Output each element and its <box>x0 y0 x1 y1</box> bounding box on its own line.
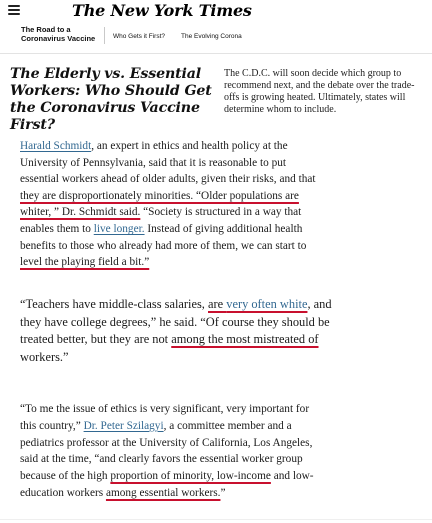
p1-line-2: University of Pennsylvania, said that it is reasonable to put <box>20 156 287 169</box>
p1-text: , an expert in ethics and health policy at the <box>91 140 288 152</box>
top-bar <box>0 0 432 22</box>
p3-text: education workers <box>20 486 106 499</box>
very-often-white-link[interactable]: very often white <box>226 297 308 311</box>
underlined-text: they are disproportionately minorities. <box>20 189 197 202</box>
masthead-logo[interactable]: The New York Times <box>72 1 252 20</box>
p2-line-4: workers.” <box>20 349 69 364</box>
paragraph-1 <box>20 138 420 271</box>
section-title[interactable]: The Road to a Coronavirus Vaccine <box>21 25 96 43</box>
article-summary: The C.D.C. will soon decide which group to recommend next, and the debate over the trade-offs is growing heated. Ultimately, states will determine whom to include. <box>224 68 415 115</box>
section-nav <box>0 23 432 53</box>
p2-line-2: they have college degrees,” he said. “Of course they should be <box>20 314 330 329</box>
underlined-text: level the playing field a bit.” <box>20 256 150 269</box>
harald-schmidt-link[interactable]: Harald Schmidt <box>20 140 92 152</box>
nav-separator <box>104 27 105 44</box>
p2-text: , and <box>307 297 332 311</box>
paragraph-3 <box>20 401 420 502</box>
p1-text: “Society is structured in a way that <box>140 206 302 219</box>
p1-text: enables them to <box>20 222 94 235</box>
p2-line-1 <box>20 296 420 314</box>
live-longer-link[interactable]: live longer. <box>93 222 145 235</box>
underlined-text: proportion of minority, low-income <box>110 470 271 483</box>
p3-text: , a committee member and a <box>163 419 292 432</box>
p1-line-6 <box>20 221 420 238</box>
p2-text: “Teachers have middle-class salaries, <box>20 297 209 311</box>
hamburger-menu-icon[interactable] <box>8 4 20 16</box>
underlined-text: are <box>208 297 227 311</box>
p3-text: ” <box>220 486 226 499</box>
p1-line-1 <box>20 138 420 155</box>
p1-line-5 <box>20 204 420 221</box>
p1-text: Instead of giving additional health <box>144 222 303 235</box>
p3-line-4: said at the time, “and clearly favors the essential worker group <box>20 453 303 466</box>
p3-text: because of the high <box>20 470 111 483</box>
article-headline: The Elderly vs. Essential Workers: Who Should Get the Coronavirus Vaccine First? <box>10 66 212 133</box>
p1-line-7: benefits to those who already had more of them, we can start to <box>20 239 307 252</box>
p1-line-3: essential workers ahead of older adults, given their risks, and that <box>20 173 316 186</box>
nav-link-who-gets-it-first[interactable]: Who Gets it First? <box>113 33 166 40</box>
bottom-divider <box>0 519 432 520</box>
underlined-text: whiter, ” Dr. Schmidt said. <box>20 206 141 219</box>
p3-line-1: “To me the issue of ethics is very significant, very important for <box>20 403 310 415</box>
paragraph-2 <box>20 296 420 366</box>
underlined-text: among essential workers. <box>105 486 221 499</box>
p3-line-3: pediatrics professor at the University of California, Los Angeles, <box>20 436 313 449</box>
peter-szilagyi-link[interactable]: Dr. Peter Szilagyi <box>83 419 164 432</box>
p3-line-6 <box>20 485 420 502</box>
underlined-text: among the most mistreated of <box>171 332 319 347</box>
nav-divider <box>0 53 432 54</box>
p3-line-5 <box>20 468 420 485</box>
p3-text: and low- <box>270 470 314 483</box>
p1-line-8 <box>20 254 420 271</box>
p2-line-3 <box>20 331 420 349</box>
p1-line-4 <box>20 188 420 205</box>
underlined-text: “Older populations are <box>196 189 299 202</box>
p3-line-2 <box>20 418 420 435</box>
nav-link-evolving-corona[interactable]: The Evolving Corona <box>181 33 242 40</box>
p2-text: treated better, but they are not <box>20 332 172 347</box>
p3-text: this country,” <box>20 419 84 432</box>
